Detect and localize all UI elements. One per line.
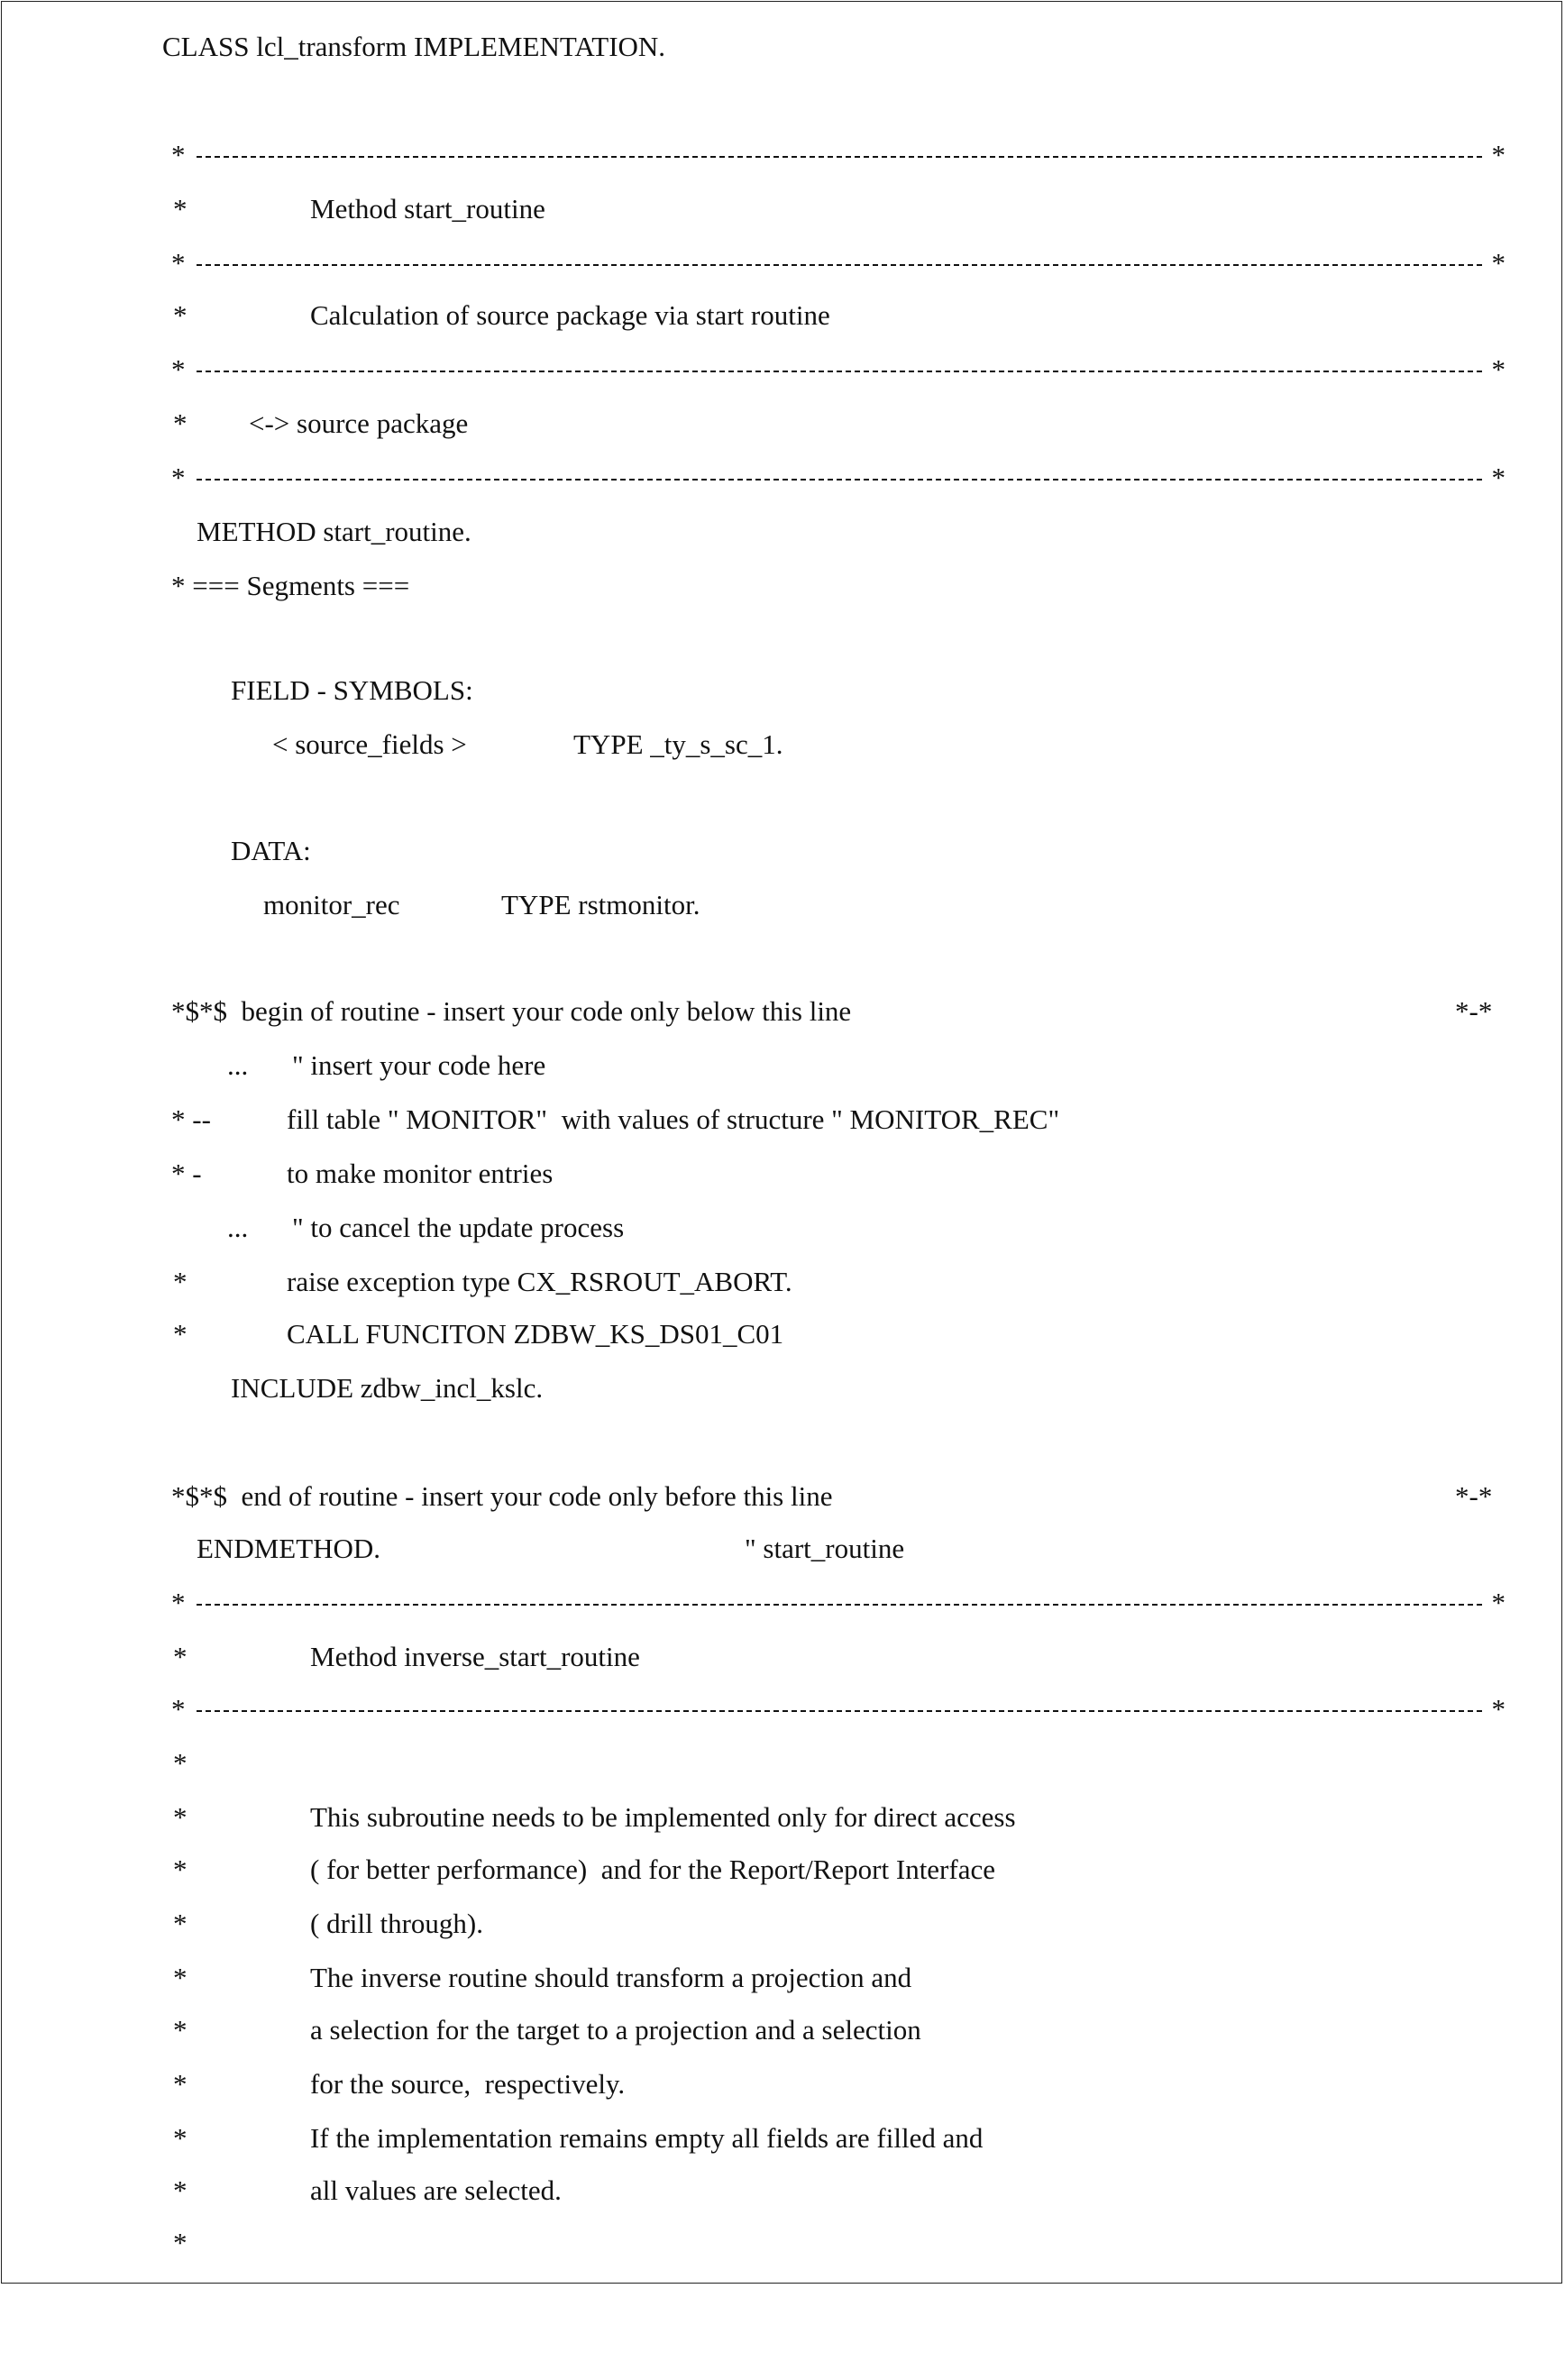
rule-star: * <box>1491 247 1506 279</box>
separator-rule <box>171 343 1506 397</box>
dash-line <box>197 371 1482 372</box>
code-line <box>0 1307 1565 1361</box>
code-text: fill table " MONITOR" with values of structure " MONITOR_REC" <box>287 1103 1060 1135</box>
code-text: This subroutine needs to be implemented only for direct access <box>310 1801 1016 1833</box>
comment-marker: * <box>173 1747 188 1779</box>
code-text: " insert your code here <box>292 1049 546 1081</box>
code-line <box>0 1147 1565 1201</box>
rule-star: * <box>1491 462 1506 493</box>
code-text: *$*$ end of routine - insert your code only before this line <box>171 1480 833 1512</box>
code-line <box>0 1093 1565 1147</box>
code-line <box>0 1361 1565 1415</box>
rule-star: * <box>1491 1693 1506 1725</box>
code-line <box>0 288 1565 343</box>
code-text: METHOD start_routine. <box>197 516 471 547</box>
comment-marker: * <box>173 407 188 439</box>
code-text: ... <box>227 1212 249 1243</box>
comment-marker: * <box>173 193 188 224</box>
code-text: TYPE rstmonitor. <box>501 889 700 920</box>
rule-star: * <box>171 462 186 493</box>
code-line <box>0 1039 1565 1093</box>
code-line <box>0 1201 1565 1255</box>
comment-marker: * <box>173 2174 188 2206</box>
code-text: DATA: <box>231 835 311 866</box>
code-text: ... <box>227 1049 249 1081</box>
comment-marker: * <box>173 2227 188 2258</box>
code-line <box>0 505 1565 559</box>
code-text: " start_routine <box>745 1533 905 1564</box>
code-text: *-* <box>1455 995 1493 1027</box>
rule-star: * <box>171 139 186 170</box>
dash-line <box>197 156 1482 158</box>
comment-marker: * <box>173 2014 188 2046</box>
comment-marker: * - <box>171 1158 202 1189</box>
code-line <box>0 559 1565 613</box>
dash-line <box>197 479 1482 481</box>
code-line <box>0 664 1565 718</box>
code-line <box>0 2111 1565 2165</box>
comment-marker: * <box>173 1641 188 1672</box>
code-line <box>0 1736 1565 1790</box>
code-line <box>0 2003 1565 2057</box>
comment-marker: * <box>173 299 188 331</box>
code-text: all values are selected. <box>310 2174 562 2206</box>
code-text: Calculation of source package via start routine <box>310 299 830 331</box>
code-line <box>0 397 1565 451</box>
code-text: TYPE _ty_s_sc_1. <box>573 728 783 760</box>
code-text: CALL FUNCITON ZDBW_KS_DS01_C01 <box>287 1318 784 1350</box>
code-text: Method start_routine <box>310 193 545 224</box>
dash-line <box>197 264 1482 266</box>
code-text: *$*$ begin of routine - insert your code only below this line <box>171 995 852 1027</box>
code-text: ( for better performance) and for the Report/Report Interface <box>310 1854 995 1885</box>
rule-star: * <box>171 247 186 279</box>
code-text: * === Segments === <box>171 570 410 601</box>
rule-star: * <box>171 1587 186 1618</box>
code-line <box>0 824 1565 878</box>
comment-marker: * <box>173 1266 188 1297</box>
code-line <box>0 2057 1565 2111</box>
code-text: INCLUDE zdbw_incl_kslc. <box>231 1372 544 1404</box>
code-line <box>0 1951 1565 2005</box>
code-line <box>0 718 1565 772</box>
rule-star: * <box>171 1693 186 1725</box>
comment-marker: * <box>173 1318 188 1350</box>
code-text: Method inverse_start_routine <box>310 1641 640 1672</box>
comment-marker: * <box>173 1854 188 1885</box>
comment-marker: * <box>173 1908 188 1939</box>
code-line <box>0 984 1565 1039</box>
code-line <box>0 1630 1565 1684</box>
comment-marker: * <box>173 2122 188 2154</box>
code-line <box>0 2164 1565 2218</box>
code-line <box>0 1843 1565 1897</box>
code-line <box>0 1790 1565 1844</box>
code-line <box>0 1469 1565 1524</box>
code-text: The inverse routine should transform a projection and <box>310 1962 912 1993</box>
code-text: ENDMETHOD. <box>197 1533 381 1564</box>
code-line <box>0 1255 1565 1309</box>
separator-rule <box>171 128 1506 182</box>
code-text: <-> source package <box>249 407 469 439</box>
dash-line <box>197 1710 1482 1712</box>
comment-marker: * <box>173 1801 188 1833</box>
code-line <box>0 878 1565 932</box>
code-text: *-* <box>1455 1480 1493 1512</box>
code-line <box>0 20 1565 74</box>
code-text: FIELD - SYMBOLS: <box>231 674 473 706</box>
code-line <box>0 1522 1565 1576</box>
code-line <box>0 1897 1565 1951</box>
comment-marker: * <box>173 1962 188 1993</box>
rule-star: * <box>1491 1587 1506 1618</box>
code-line <box>0 182 1565 236</box>
code-text: If the implementation remains empty all fields are filled and <box>310 2122 984 2154</box>
rule-star: * <box>1491 139 1506 170</box>
separator-rule <box>171 1682 1506 1736</box>
comment-marker: * <box>173 2068 188 2100</box>
code-text: " to cancel the update process <box>292 1212 625 1243</box>
code-text: raise exception type CX_RSROUT_ABORT. <box>287 1266 792 1297</box>
code-text: to make monitor entries <box>287 1158 554 1189</box>
code-text: a selection for the target to a projection and a selection <box>310 2014 921 2046</box>
rule-star: * <box>1491 353 1506 385</box>
separator-rule <box>171 236 1506 290</box>
code-text: ( drill through). <box>310 1908 483 1939</box>
separator-rule <box>171 451 1506 505</box>
comment-marker: * -- <box>171 1103 211 1135</box>
rule-star: * <box>171 353 186 385</box>
code-text: CLASS lcl_transform IMPLEMENTATION. <box>162 31 666 62</box>
separator-rule <box>171 1576 1506 1630</box>
code-text: for the source, respectively. <box>310 2068 626 2100</box>
code-text: < source_fields > <box>272 728 467 760</box>
code-text: monitor_rec <box>263 889 400 920</box>
code-line <box>0 2216 1565 2270</box>
dash-line <box>197 1604 1482 1606</box>
